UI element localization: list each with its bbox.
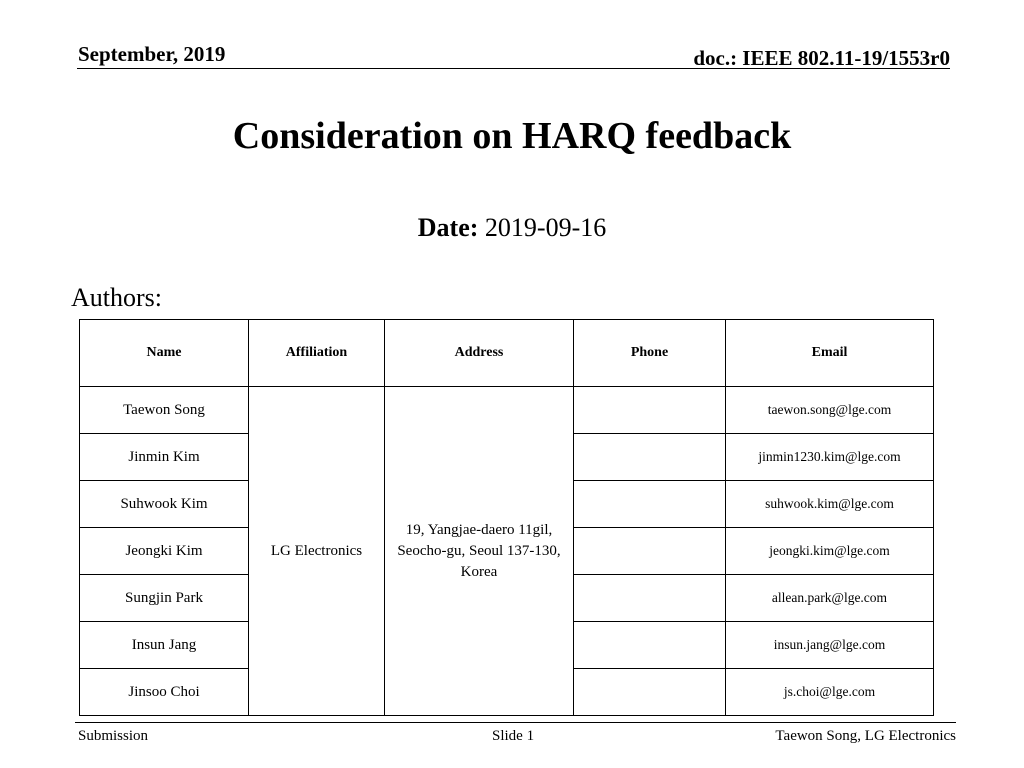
header-email: Email bbox=[726, 320, 934, 387]
author-email: taewon.song@lge.com bbox=[726, 387, 934, 434]
header-date: September, 2019 bbox=[78, 42, 226, 66]
header-name: Name bbox=[80, 320, 249, 387]
table-row bbox=[80, 387, 934, 434]
authors-table bbox=[79, 319, 934, 716]
header-address: Address bbox=[385, 320, 574, 387]
author-name: Insun Jang bbox=[80, 622, 249, 669]
author-email: jinmin1230.kim@lge.com bbox=[726, 434, 934, 481]
author-phone bbox=[574, 669, 726, 716]
author-address: 19, Yangjae-daero 11gil, Seocho-gu, Seoul 137-130, Korea bbox=[385, 387, 574, 716]
author-name: Sungjin Park bbox=[80, 575, 249, 622]
date-line bbox=[0, 213, 1024, 243]
footer-submission: Submission bbox=[78, 728, 149, 744]
author-email: jeongki.kim@lge.com bbox=[726, 528, 934, 575]
header-affiliation: Affiliation bbox=[249, 320, 385, 387]
author-name: Jinmin Kim bbox=[80, 434, 249, 481]
author-email: insun.jang@lge.com bbox=[726, 622, 934, 669]
table-header-row bbox=[80, 320, 934, 387]
footer-slide-number: Slide 1 bbox=[492, 728, 535, 744]
author-phone bbox=[574, 528, 726, 575]
author-affiliation: LG Electronics bbox=[249, 387, 385, 716]
date-label: Date: bbox=[417, 213, 479, 242]
author-email: allean.park@lge.com bbox=[726, 575, 934, 622]
header-doc-id: doc.: IEEE 802.11-19/1553r0 bbox=[693, 46, 950, 70]
author-phone bbox=[574, 622, 726, 669]
header-divider bbox=[77, 68, 950, 69]
author-name: Taewon Song bbox=[80, 387, 249, 434]
author-name: Jinsoo Choi bbox=[80, 669, 249, 716]
date-value: 2019-09-16 bbox=[484, 213, 607, 242]
author-email: suhwook.kim@lge.com bbox=[726, 481, 934, 528]
footer-author: Taewon Song, LG Electronics bbox=[775, 728, 956, 744]
author-phone bbox=[574, 481, 726, 528]
author-phone bbox=[574, 434, 726, 481]
slide-title: Consideration on HARQ feedback bbox=[232, 115, 792, 157]
authors-label: Authors: bbox=[71, 283, 162, 312]
header-phone: Phone bbox=[574, 320, 726, 387]
author-name: Suhwook Kim bbox=[80, 481, 249, 528]
author-phone bbox=[574, 387, 726, 434]
author-name: Jeongki Kim bbox=[80, 528, 249, 575]
author-email: js.choi@lge.com bbox=[726, 669, 934, 716]
footer-divider bbox=[75, 722, 956, 723]
author-phone bbox=[574, 575, 726, 622]
